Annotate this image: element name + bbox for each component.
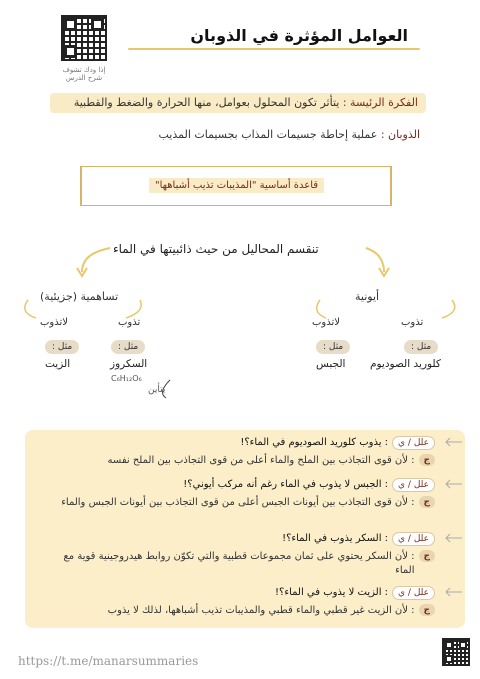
definition-term: الذوبان : [380,128,420,141]
definition-line [158,128,420,141]
rule-label: قاعدة أساسية "المذيبات تذيب أشباهها" [149,178,324,193]
example-pill-salt: مثل : [404,340,438,354]
classification-title: تنقسم المحاليل من حيث ذائبيتها في الماء [113,242,319,256]
qr-code-top[interactable] [61,15,107,61]
qa-question: : السكر يذوب في الماء؟! [282,533,389,544]
ionic-branch-label: أيونية [355,290,380,303]
qa-answer: : لأن السكر يحتوي على ثمان مجموعات قطبية والتي تكوّن روابط هيدروجينية قوية مع الماء [63,551,415,576]
example-sucrose: السكروز [110,358,148,370]
qa-answer: : لأن قوى التجاذب بين أيونات الجبس أعلى من قوى التجاذب بين أيونات الجبس والماء [61,497,415,508]
ionizes-note: يتأين [148,385,166,395]
qa-list [35,436,435,626]
ionic-not-dissolves: لاتذوب [312,317,340,328]
qa-badge: علل / ي [392,586,435,600]
qa-answer-badge: ج [419,550,436,562]
qa-question: : يذوب كلوريد الصوديوم في الماء؟! [240,437,389,448]
qa-question: : الزيت لا يذوب في الماء؟! [275,587,389,598]
footer-telegram-link[interactable]: https://t.me/manarsummaries [18,654,199,668]
definition-text: عملية إحاطة جسيمات المذاب بجسيمات المذيب [158,128,378,141]
example-pill-gypsum: مثل : [316,340,350,354]
example-salt: كلوريد الصوديوم [370,358,441,370]
example-pill-oil: مثل : [45,340,79,354]
qa-badge: علل / ي [392,478,435,492]
ionic-dissolves: تذوب [401,317,424,328]
qa-arrows [438,430,468,630]
main-idea-label: الفكرة الرئيسة : [342,96,418,109]
qa-answer: : لأن قوى التجاذب بين الملح والماء أعلى من قوى التجاذب بين الملح نفسه [107,455,415,466]
page-title: العوامل المؤثرة في الذوبان [190,26,408,45]
example-gypsum: الجبس [316,358,346,370]
qa-badge: علل / ي [392,436,435,450]
qa-question: : الجبس لا يذوب في الماء رغم أنه مركب أيوني؟! [183,479,389,490]
covalent-dissolves: تذوب [118,317,141,328]
main-idea-text: يتأثر تكون المحلول بعوامل، منها الحرارة والضغط والقطبية [73,96,340,109]
main-idea-box [50,93,426,113]
qr-code-bottom[interactable] [442,638,470,666]
covalent-not-dissolves: لاتذوب [40,317,68,328]
qa-badge: علل / ي [392,532,435,546]
qa-answer-badge: ج [419,604,436,616]
example-oil: الزيت [45,358,71,370]
qr-caption: إذا ودك تشوف شرح الدرس [62,66,106,82]
qa-answer-badge: ج [419,496,436,508]
qa-answer-badge: ج [419,454,436,466]
title-underline [128,48,420,50]
sucrose-formula: C₆H₁₂O₆ [111,374,142,383]
qa-answer: : لأن الزيت غير قطبي والماء قطبي والمذيبات تذيب أشباهها، لذلك لا يذوب [107,605,415,616]
covalent-branch-label: تساهمية (جزيئية) [40,290,119,303]
example-pill-sucrose: مثل : [111,340,145,354]
